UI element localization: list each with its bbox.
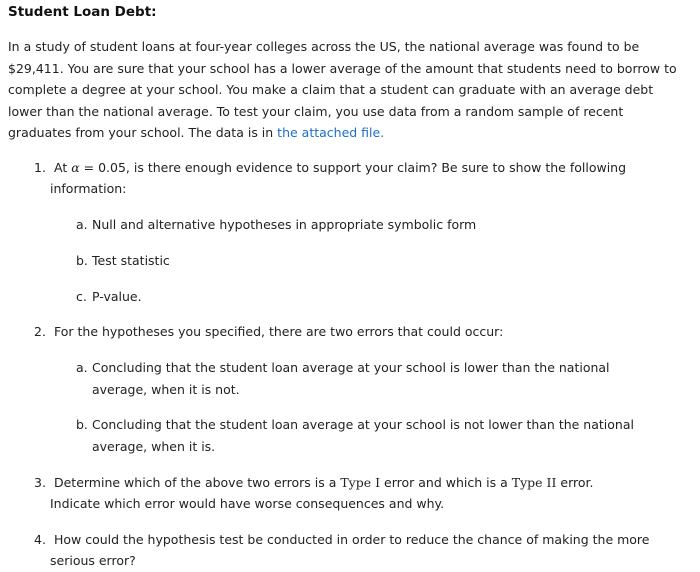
question-2-text: For the hypotheses you specified, there are two errors that could occur: xyxy=(53,324,504,339)
question-4 xyxy=(34,529,664,551)
question-1-sub-b xyxy=(76,250,662,272)
sub-label: b. xyxy=(76,253,88,268)
question-2-sub-a xyxy=(76,357,662,400)
question-4-continuation: serious error? xyxy=(50,553,136,568)
question-number: 4. xyxy=(34,532,46,547)
intro-text: In a study of student loans at four-year colleges across the US, the national average was found to be $29,411. You are sure that your school has a lower average of the amount that students need to borrow to complete a degree at your school. You make a claim that a student can graduate with an average debt lower than the national average. To test your claim, you use data from a random sample of recent graduates from your school. The data is in xyxy=(8,39,677,140)
page-title: Student Loan Debt: xyxy=(8,4,157,20)
type-one-label: Type I xyxy=(340,475,381,490)
question-3-post: error. xyxy=(556,475,594,490)
question-3-mid: error and which is a xyxy=(380,475,512,490)
question-2 xyxy=(34,321,664,343)
question-number: 3. xyxy=(34,475,46,490)
question-1-sub-c xyxy=(76,286,662,308)
sub-text: Null and alternative hypotheses in appropriate symbolic form xyxy=(92,217,477,232)
sub-label: b. xyxy=(76,417,88,432)
question-4-text: How could the hypothesis test be conducted in order to reduce the chance of making the more xyxy=(53,532,650,547)
sub-text: Concluding that the student loan average at your school is lower than the national xyxy=(92,360,610,375)
question-number: 1. xyxy=(34,160,46,175)
sub-text: Concluding that the student loan average at your school is not lower than the national xyxy=(92,417,634,432)
sub-label: a. xyxy=(76,217,88,232)
sub-text: P-value. xyxy=(92,289,142,304)
question-number: 2. xyxy=(34,324,46,339)
sub-label: a. xyxy=(76,360,88,375)
question-1 xyxy=(34,157,664,179)
attached-file-link[interactable]: the attached file. xyxy=(277,125,385,140)
sub-text: Test statistic xyxy=(92,253,170,268)
question-1-post: = 0.05, is there enough evidence to support your claim? Be sure to show the following xyxy=(79,160,627,175)
question-3 xyxy=(34,472,664,494)
question-1-pre: At xyxy=(53,160,72,175)
sub-text-continuation: average, when it is not. xyxy=(92,381,240,397)
question-2-sub-b xyxy=(76,414,662,457)
intro-paragraph xyxy=(8,36,684,144)
question-1-sub-a xyxy=(76,214,662,236)
sub-text-continuation: average, when it is. xyxy=(92,438,216,454)
sub-label: c. xyxy=(76,289,87,304)
question-3-continuation: Indicate which error would have worse consequences and why. xyxy=(50,496,445,511)
alpha-symbol: α xyxy=(71,160,80,175)
type-two-label: Type II xyxy=(511,475,557,490)
question-3-pre: Determine which of the above two errors is a xyxy=(53,475,341,490)
question-1-continuation: information: xyxy=(50,181,127,196)
